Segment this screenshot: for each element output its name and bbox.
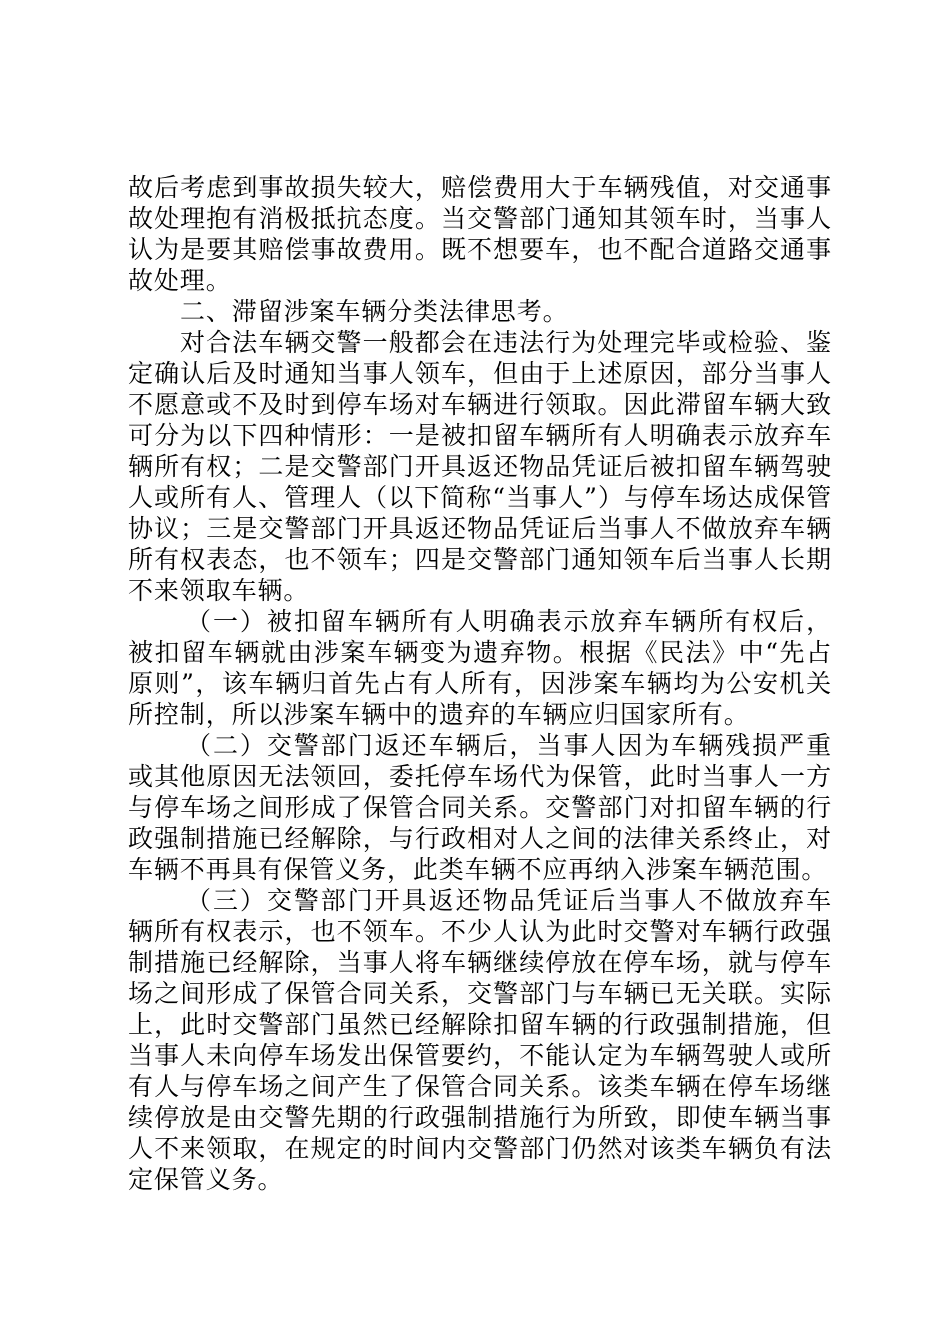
paragraph-continuation: 故后考虑到事故损失较大，赔偿费用大于车辆残值，对交通事故处理抱有消极抵抗态度。当交警部门通知其领车时，当事人认为是要其赔偿事故费用。既不想要车，也不配合道路交通事故处理。: [128, 173, 832, 295]
document-body: [128, 172, 832, 1195]
paragraph-case-one: （一）被扣留车辆所有人明确表示放弃车辆所有权后，被扣留车辆就由涉案车辆变为遗弃物。根据《民法》中“先占原则”，该车辆归首先占有人所有，因涉案车辆均为公安机关所控制，所以涉案车辆中的遗弃的车辆应归国家所有。: [128, 607, 832, 729]
paragraph-classification: 对合法车辆交警一般都会在违法行为处理完毕或检验、鉴定确认后及时通知当事人领车，但由于上述原因，部分当事人不愿意或不及时到停车场对车辆进行领取。因此滞留车辆大致可分为以下四种情形：一是被扣留车辆所有人明确表示放弃车辆所有权；二是交警部门开具返还物品凭证后被扣留车辆驾驶人或所有人、管理人（以下简称“当事人”）与停车场达成保管协议；三是交警部门开具返还物品凭证后当事人不做放弃车辆所有权表态，也不领车；四是交警部门通知领车后当事人长期不来领取车辆。: [128, 328, 832, 605]
section-heading: 二、滞留涉案车辆分类法律思考。: [180, 297, 569, 326]
paragraph-case-three: （三）交警部门开具返还物品凭证后当事人不做放弃车辆所有权表示，也不领车。不少人认为此时交警对车辆行政强制措施已经解除，当事人将车辆继续停放在停车场，就与停车场之间形成了保管合同关系，交警部门与车辆已无关联。实际上，此时交警部门虽然已经解除扣留车辆的行政强制措施，但当事人未向停车场发出保管要约，不能认定为车辆驾驶人或所有人与停车场之间产生了保管合同关系。该类车辆在停车场继续停放是由交警先期的行政强制措施行为所致，即使车辆当事人不来领取，在规定的时间内交警部门仍然对该类车辆负有法定保管义务。: [128, 886, 832, 1194]
paragraph-case-two: （二）交警部门返还车辆后，当事人因为车辆残损严重或其他原因无法领回，委托停车场代为保管，此时当事人一方与停车场之间形成了保管合同关系。交警部门对扣留车辆的行政强制措施已经解除，与行政相对人之间的法律关系终止，对车辆不再具有保管义务，此类车辆不应再纳入涉案车辆范围。: [128, 731, 832, 884]
